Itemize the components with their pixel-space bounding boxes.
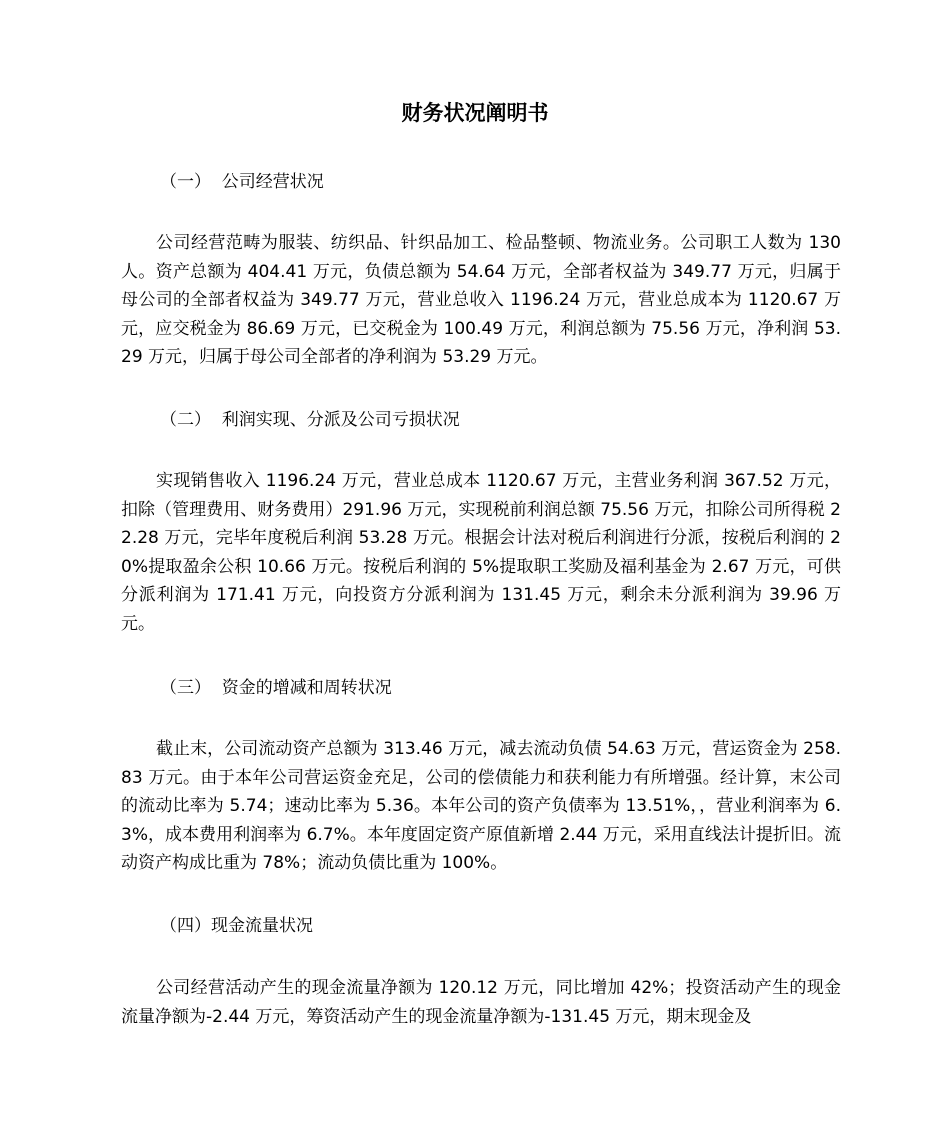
section-heading-operations: （一） 公司经营状况 xyxy=(160,172,324,192)
section-body-cash-flow: 公司经营活动产生的现金流量净额为 120.12 万元，同比增加 42%；投资活动产生的现金流量净额为-2.44 万元，筹资活动产生的现金流量净额为-131.45 万元，期末现金及 xyxy=(121,978,841,1027)
section-heading-cash-flow: （四）现金流量状况 xyxy=(160,916,313,936)
section-heading-profit-distribution: （二） 利润实现、分派及公司亏损状况 xyxy=(160,410,460,430)
document-title: 财务状况阐明书 xyxy=(401,101,549,125)
section-body-capital-turnover: 截止末，公司流动资产总额为 313.46 万元，减去流动负债 54.63 万元，营运资金为 258.83 万元。由于本年公司营运资金充足，公司的偿债能力和获利能力有所增强。经计算，末公司的流动比率为 5.74；速动比率为 5.36。本年公司的资产负债率为 13.51%，，营业利润率为 6.3%，成本费用利润率为 6.7%。本年度固定资产原值新增 2.44 万元，采用直线法计提折旧。流动资产构成比重为 78%；流动负债比重为 100%。 xyxy=(121,739,841,874)
section-body-profit-distribution: 实现销售收入 1196.24 万元，营业总成本 1120.67 万元，主营业务利润 367.52 万元，扣除（管理费用、财务费用）291.96 万元，实现税前利润总额 75.56 万元，扣除公司所得税 22.28 万元，完毕年度税后利润 53.28 万元。根据会计法对税后利润进行分派，按税后利润的 20%提取盈余公积 10.66 万元。按税后利润的 5%提取职工奖励及福利基金为 2.67 万元，可供分派利润为 171.41 万元，向投资方分派利润为 131.45 万元，剩余未分派利润为 39.96 万元。 xyxy=(121,471,841,634)
section-body-operations: 公司经营范畴为服装、纺织品、针织品加工、检品整顿、物流业务。公司职工人数为 130 人。资产总额为 404.41 万元，负债总额为 54.64 万元，全部者权益为 349.77 万元，归属于母公司的全部者权益为 349.77 万元，营业总收入 1196.24 万元，营业总成本为 1120.67 万元，应交税金为 86.69 万元，已交税金为 100.49 万元，利润总额为 75.56 万元，净利润 53.29 万元，归属于母公司全部者的净利润为 53.29 万元。 xyxy=(121,233,841,368)
section-heading-capital-turnover: （三） 资金的增减和周转状况 xyxy=(160,678,392,698)
